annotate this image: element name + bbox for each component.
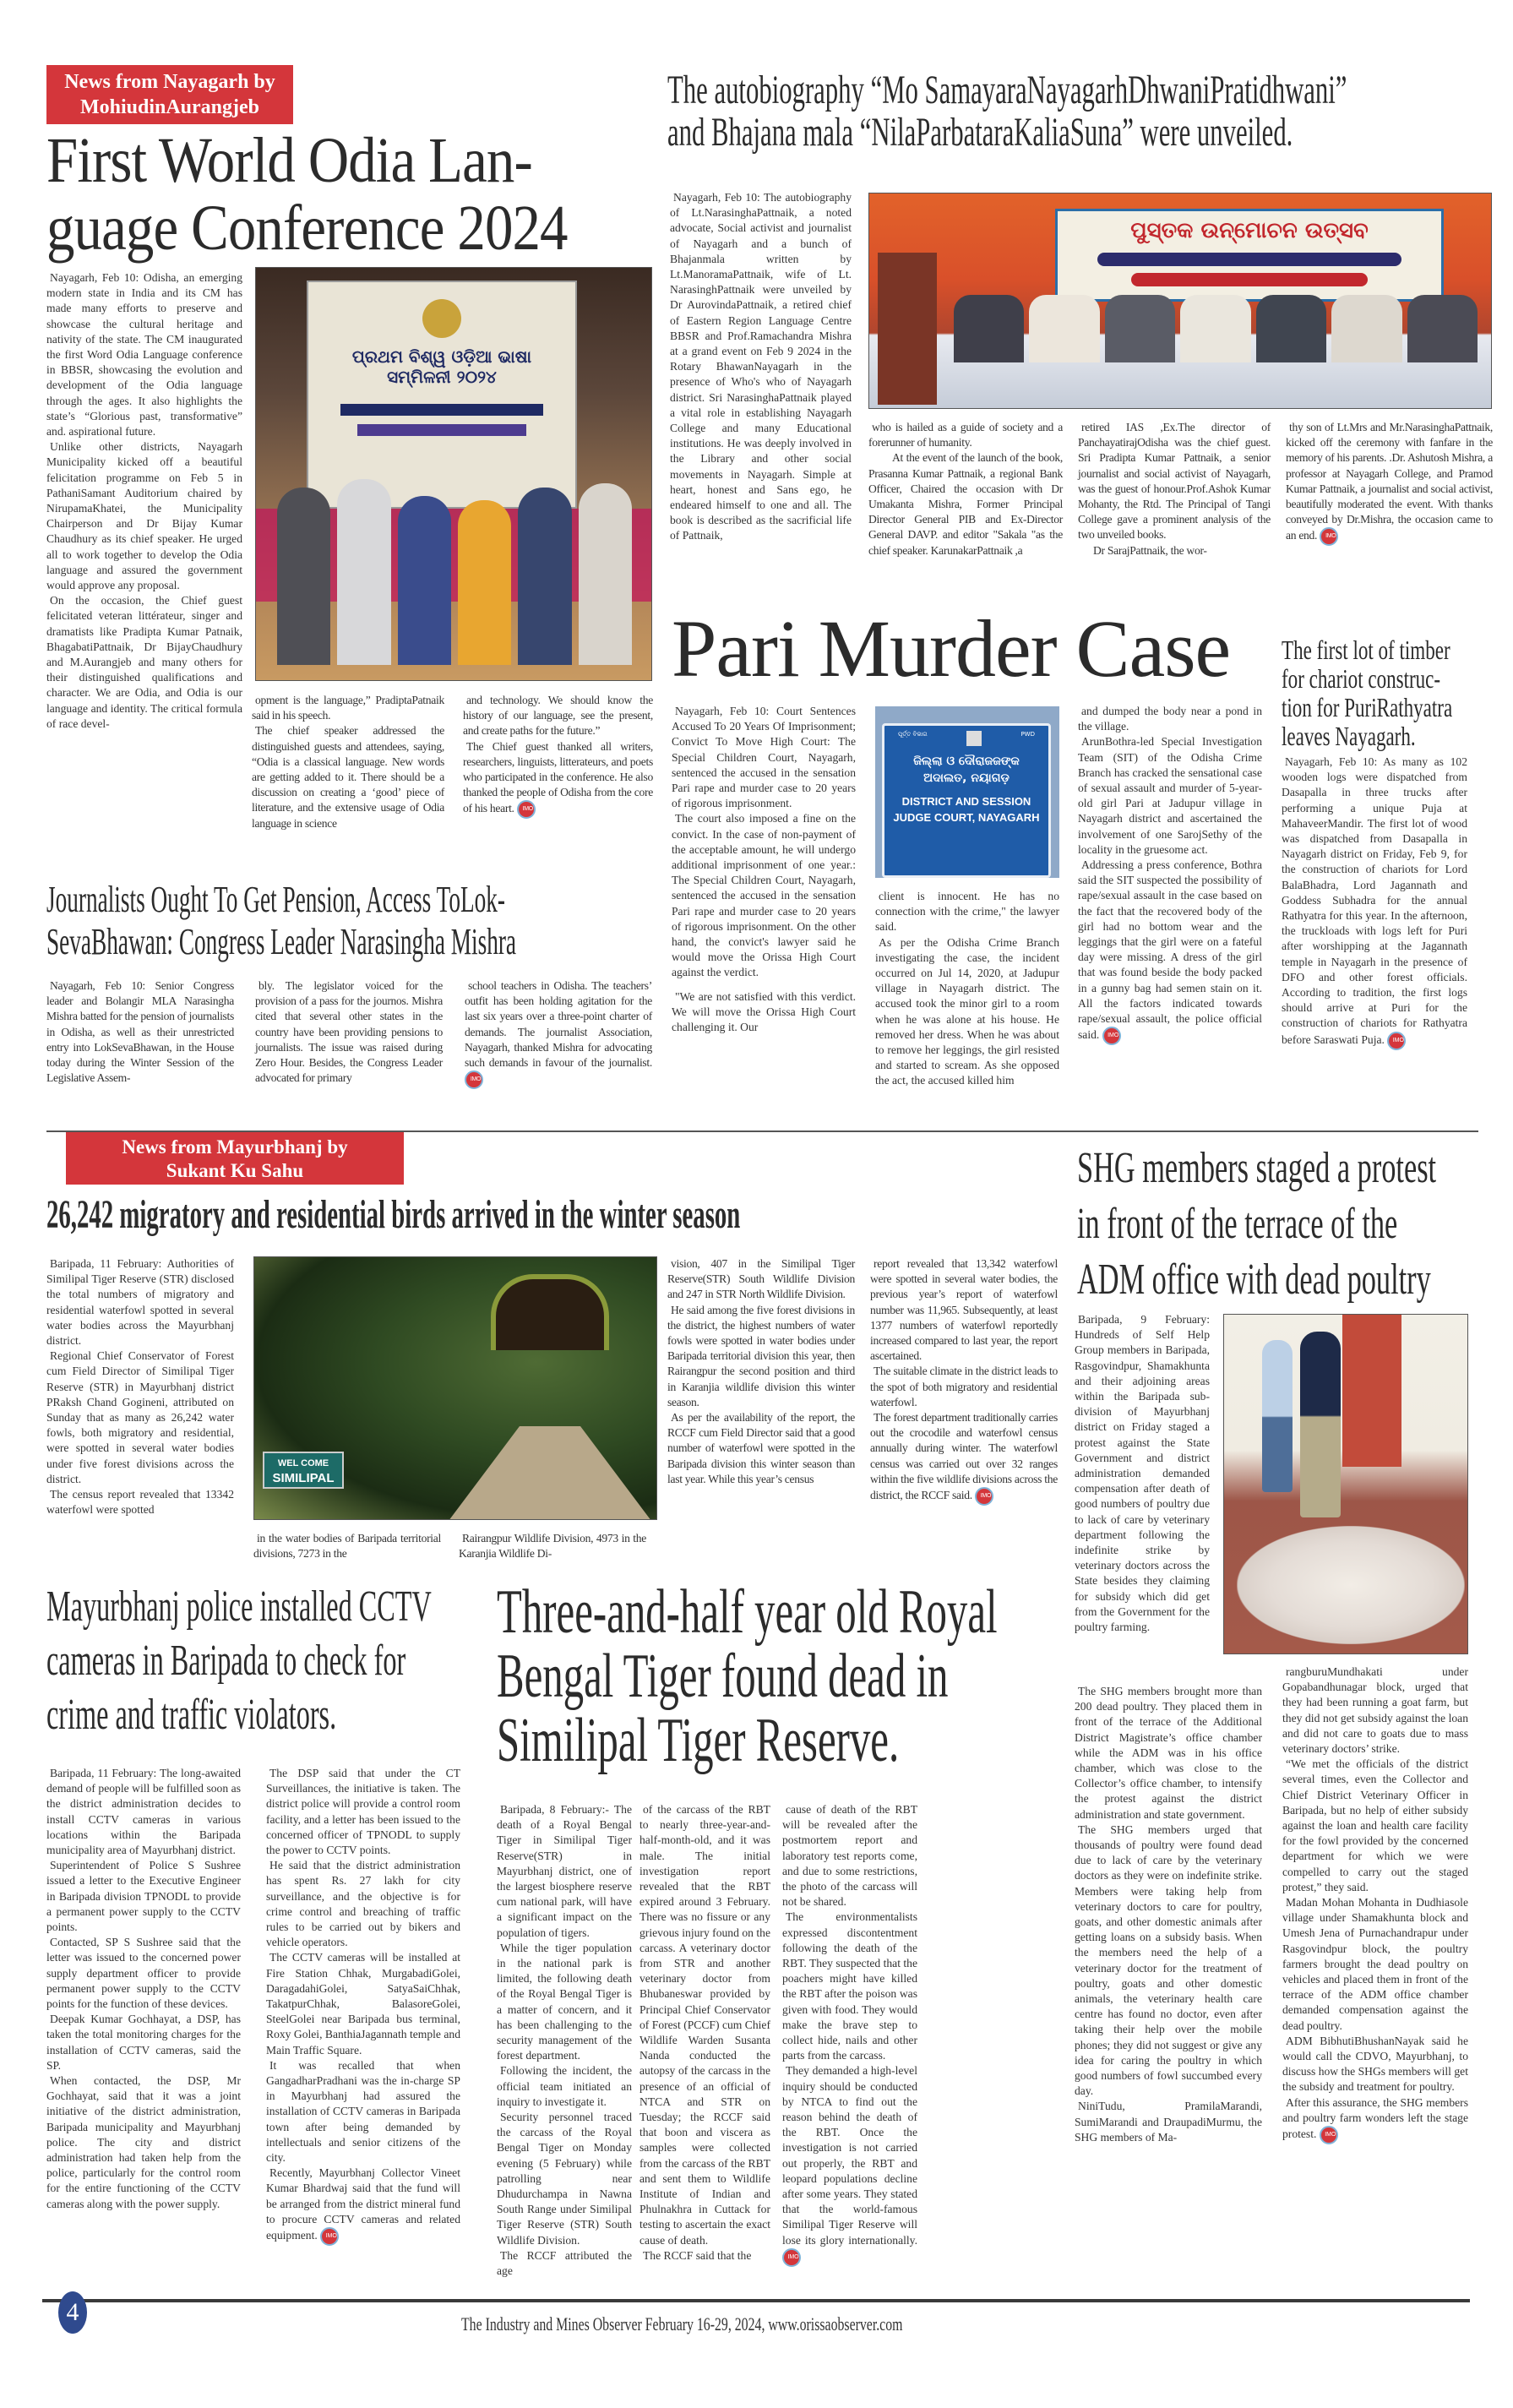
imo-badge-icon: IMO	[782, 2248, 801, 2267]
headline-line: The first lot of timber	[1282, 635, 1450, 665]
banner-line: Sukant Ku Sahu	[166, 1160, 304, 1181]
paragraph: The SHG members urged that thousands of poultry were found dead due to lack of care by the veterinary doctors as they were on indefinite strike. Members were taking help from veterinary doctors to care for poultry, goats, and other domestic animals after getting loans on a subsidy basis. When the members need the help of a veterinary doctor for the treatment of poultry, goats and other domestic animals, the veterinary health care centre has found no doctor, even after taking their help over the mobile phones; they did not suggest or give any idea for caring the poultry in which good numbers of fowl succumbed every day.	[1075, 1822, 1262, 2098]
paragraph: It was recalled that when GangadharPradhani was the in-charge SP in Mayurbhanj had assured the installation of CCTV cameras in Baripada town after being demanded by intellectuals and senior citizens of the city.	[266, 2058, 460, 2165]
seated-guests	[954, 295, 1478, 362]
logo-icon	[422, 299, 461, 338]
paragraph: At the event of the launch of the book, Prasanna Kumar Pattnaik, a regional Bank Officer, Chaired the occasion with Dr Umakanta Mishra, Former Principal Director General PIB and Ex-Director General DAVP. and editor "Sakala "as the chief speaker. KarunakarPattnaik ,a	[868, 451, 1063, 557]
paragraph: Contacted, SP S Sushree said that the letter was issued to the concerned power supply department officer to provide permanent power supply to the CCTV points for the function of these devices.	[46, 1936, 241, 2011]
article-column	[870, 1256, 1058, 1506]
article-column	[670, 190, 852, 544]
article-column	[639, 1802, 770, 2264]
headline-line: crime and traffic violators.	[46, 1691, 337, 1739]
paragraph: client is innocent. He has no connection with the crime," the lawyer said.	[875, 890, 1059, 934]
headline-line: Journalists Ought To Get Pension, Access ToLok-	[46, 879, 506, 920]
imo-badge-icon: IMO	[1387, 1032, 1406, 1050]
paragraph: "We are not satisfied with this verdict. We will move the Orissa High Court challenging it. Our	[672, 989, 856, 1034]
paragraph: Dr SarajPattnaik, the wor-	[1093, 543, 1207, 557]
paragraph: When contacted, the DSP, Mr Gochhayat, said that it was a joint initiative of the district administration, Baripada municipality and Mayurbhanj police. The city and district administration had taken help from the police, particularly for the control room for the entire functioning of the CCTV cameras along with the power supply.	[46, 2074, 241, 2210]
paragraph: Nayagarh, Feb 10: The autobiography of Lt.NarasinghaPattnaik, a noted advocate, Social activist and journalist of Nayagarh and a bunch of Bhajanmala written by Lt.ManoramaPattnaik, wife of Lt. NarasinghPattnaik were unveiled by Dr AurovindaPattnaik, a retired chief of Eastern Region Language Centre BBSR and Prof.Ramachandra Mishra at a grand event on Feb 9 2024 in the Rotary BhawanNayagarh in the presence of Who's who of Nayagarh district. Sri NarasinghaPattnaik played a vital role in establishing Nayagarh College and many Educational institutions. He was deeply involved in the Library and other social movements in Nayagarh. Simple at heart, honest and Sans ego, he endeared himself to one and all. The book is described as the sacrificial life of Pattnaik,	[670, 191, 852, 542]
article-column	[1075, 1312, 1210, 1635]
footer-text: The Industry and Mines Observer February 16-29, 2024, www.orissaobserver.com	[461, 2313, 903, 2334]
paragraph: The RCCF said that the	[643, 2248, 752, 2262]
photo-dead-poultry	[1223, 1314, 1468, 1654]
section-banner-nayagarh	[46, 65, 293, 124]
article-column	[46, 1256, 234, 1517]
photo-odia-conference	[255, 267, 652, 681]
imo-badge-icon: IMO	[975, 1487, 993, 1506]
person-standing	[1262, 1340, 1293, 1492]
paragraph: He said among the five forest divisions in the district, the highest numbers of water fowls were spotted in water bodies under Baripada territorial division this year, then Rairangpur the second position and third in Karanjia wildlife division this winter season.	[667, 1303, 855, 1408]
paragraph: of the carcass of the RBT to nearly three-year-and-half-month-old, and it was male. The initial investigation report revealed that the RBT expired around 3 February. There was no fissure or any grievous injury found on the carcass. A veterinary doctor from STR and another veterinary doctor from Bhubaneswar provided by Principal Chief Conservator of Forest (PCCF) cum Chief Wildlife Warden Susanta Nanda conducted the autopsy of the carcass in the presence of an official of NTCA and STR on Tuesday; the RCCF said that boon and viscera as samples were collected from the carcass of the RBT and sent them to Wildlife Institute of Indian and Phulnakhra in Cuttack for testing to ascertain the exact cause of death.	[639, 1803, 770, 2247]
paragraph: vision, 407 in the Similipal Tiger Reserve(STR) South Wildlife Division and 247 in STR North Wildlife Division.	[667, 1257, 855, 1301]
headline-line: Bengal Tiger found dead in	[497, 1642, 949, 1711]
page-number-badge	[58, 2291, 87, 2334]
paragraph: and technology. We should know the history of our language, see the present, and create paths for the future.”	[463, 694, 653, 738]
article-column	[782, 1802, 917, 2267]
headline-line: for chariot construc-	[1282, 663, 1441, 694]
welcome-sign	[263, 1452, 344, 1489]
article-column	[46, 270, 242, 732]
imo-badge-icon: IMO	[517, 800, 536, 819]
section-banner-mayurbhanj	[66, 1132, 404, 1185]
headline-journalists	[46, 879, 516, 963]
paragraph: Baripada, 11 February: The long-awaited demand of people will be fulfilled soon as the district administration decides to install CCTV cameras in various locations within the Baripada municipality area of Mayurbhanj district.	[46, 1767, 241, 1857]
imo-badge-icon: IMO	[1102, 1027, 1121, 1045]
article-column	[1282, 1664, 1468, 2144]
paragraph: Addressing a press conference, Bothra said the SIT suspected the possibility of rape/sexual assault in the case based on the fact that the recovered body of the girl had no bottom wear and the leggings that the girl were on a fateful day were missing. A dress of the girl that was found beside the body packed in a gunny bag had semen stain on it. All the factors indicated towards rape/sexual assault, the police official said.	[1078, 858, 1262, 1042]
headline-line: and Bhajana mala “NilaParbataraKaliaSuna” were unveiled.	[667, 110, 1293, 155]
paragraph: ADM BibhutiBhushanNayak said he would call the CDVO, Mayurbhanj, to discuss how the SHGs members will get the subsidy and treatment for poultry.	[1282, 2034, 1468, 2094]
conference-banner	[307, 281, 577, 509]
paragraph: Security personnel traced the carcass of the Royal Bengal Tiger on Monday evening (5 February) while patrolling near Dhudurchampa in Nawna South Range under Similipal Tiger Reserve (STR) South Wildlife Division.	[497, 2111, 632, 2247]
paragraph: report revealed that 13,342 waterfowl were spotted in several water bodies, the previous year’s report of waterfowl number was 11,965. Subsequently, at least 1377 numbers of waterfowl reportedly increased compared to last year, the report ascertained.	[870, 1257, 1058, 1363]
headline-birds: 26,242 migratory and residential birds arrived in the winter season	[46, 1192, 741, 1237]
paragraph: As per the availability of the report, the RCCF cum Field Director said that a good number of waterfowl were spotted in the Baripada division this winter season than last year. While this year’s census	[667, 1411, 855, 1485]
sign-text: ଅଦାଲତ, ନୟାଗଡ଼	[923, 771, 1010, 785]
path	[449, 1426, 651, 1520]
paragraph: bly. The legislator voiced for the provision of a pass for the journos. Mishra cited that several other states in the country have been providing pensions to journalists. The issue was raised during Zero Hour. Besides, the Congress Leader advocated for primary	[255, 979, 443, 1085]
paragraph: thy son of Lt.Mrs and Mr.NarasinghaPattnaik, kicked off the ceremony with fanfare in the memory of his parents. .Dr. Ashutosh Mishra, a professor at Nayagarh College, and Pramod Kumar Pattnaik, a journalist and social activist, beautifully moderated the event. With thanks conveyed by Dr.Mishra, the occasion came to an end.	[1286, 421, 1493, 542]
paragraph: ArunBothra-led Special Investigation Team (SIT) of the Odisha Crime Branch has cracked the sensational case of sexual assault and murder of 5-year-old girl Pari at Jadupur village in Nayagarh district and ascertained the involvement of one SarojSethy of the locality in the gruesome act.	[1078, 735, 1262, 856]
paragraph: The forest department traditionally carries out the crocodile and waterfowl census annually during winter. The waterfowl census was carried out over 32 ranges within the five wildlife divisions across the district, the RCCF said.	[870, 1411, 1058, 1502]
paragraph: Rairangpur Wildlife Division, 4973 in the Karanjia Wildlife Di-	[459, 1532, 646, 1561]
paragraph: On the occasion, the Chief guest felicitated veteran littérateur, singer and dramatists like Pradipta Kumar Patnaik, BhagabatiPattnaik, Dr BijayChaudhury and M.Aurangjeb and many others for their distinguished qualifications and character. We are Odia, and Odia is our language and identity. The critical formula of race devel-	[46, 594, 242, 730]
sign-text: ଜିଲ୍ଲା ଓ ଦୌରାଜଜଙ୍କ	[913, 755, 1020, 768]
headline-line: in front of the terrace of the	[1077, 1200, 1398, 1248]
paragraph: and dumped the body near a pond in the village.	[1078, 705, 1262, 733]
headline-shg	[1077, 1141, 1436, 1308]
paragraph: cause of death of the RBT will be revealed after the postmortem report and laboratory test reports come, and due to some restrictions, the photo of the carcass will not be shared.	[782, 1803, 917, 1909]
headline-line: SevaBhawan: Congress Leader Narasingha Mishra	[46, 921, 517, 962]
photo-court-sign	[875, 706, 1059, 878]
article-column	[253, 1531, 441, 1561]
paragraph: After this assurance, the SHG members and poultry farm wonders left the stage protest.	[1282, 2095, 1468, 2141]
paragraph: school teachers in Odisha. The teachers’ outfit has been holding agitation for the last six years over a three-point charter of demands. The journalist Association, Nayagarh, thanked Mishra for advocating such demands in favour of the journalist.	[465, 979, 652, 1070]
banner-line: News from Nayagarh by	[64, 71, 275, 93]
footer-rule	[42, 2299, 1470, 2302]
gate-arch	[491, 1274, 609, 1350]
headline-line: SHG members staged a protest	[1077, 1144, 1437, 1192]
paragraph: He said that the district administration has spent Rs. 27 lakh for city surveillance, and the objective is for crime control and breaching of traffic rules to be carried out by bikers and vehicle operators.	[266, 1859, 460, 1949]
article-column	[1078, 704, 1262, 1045]
paragraph: opment is the language,” PradiptaPatnaik said in his speech.	[252, 694, 444, 722]
paragraph: Following the incident, the official team initiated an inquiry to investigate it.	[497, 2064, 632, 2108]
paragraph: Deepak Kumar Gochhayat, a DSP, has taken the total monitoring charges for the installation of CCTV cameras, said the SP.	[46, 2013, 241, 2072]
photo-book-launch	[868, 193, 1492, 409]
paragraph: in the water bodies of Baripada territorial divisions, 7273 in the	[253, 1532, 441, 1561]
paragraph: Regional Chief Conservator of Forest cum Field Director of Similipal Tiger Reserve (STR) in Mayurbhanj district PRaksh Chand Gogineni, attributed on Sunday that as many as 26,242 water fowls, both migratory and residential, were spotted in several water bodies under five forest divisions across the district.	[46, 1349, 234, 1485]
article-column	[266, 1766, 460, 2246]
paragraph: Baripada, 11 February: Authorities of Similipal Tiger Reserve (STR) disclosed the total numbers of migratory and residential waterfowl spotted in several water bodies across the Mayurbhanj district.	[46, 1257, 234, 1348]
banner-line: MohiudinAurangjeb	[79, 96, 260, 118]
article-column	[252, 693, 444, 831]
headline-line: The autobiography “Mo SamayaraNayagarhDhwaniPratidhwani”	[667, 68, 1347, 112]
article-column	[463, 693, 653, 819]
paragraph: Superintendent of Police S Sushree issued a letter to the Executive Engineer in Baripada division TPNODL to provide a permanent power supply to the CCTV points.	[46, 1859, 241, 1934]
paragraph: Baripada, 8 February:- The death of a Royal Bengal Tiger in Similipal Tiger Reserve(STR) in Mayurbhanj district, one of the largest biosphere reserve cum national park, will have a significant impact on the population of tigers.	[497, 1803, 632, 1939]
page-number: 4	[66, 2298, 79, 2326]
headline-line: Three-and-half year old Royal	[497, 1577, 998, 1647]
headline-line: cameras in Baripada to check for	[46, 1637, 406, 1685]
banner-line: News from Mayurbhanj by	[122, 1136, 348, 1158]
paragraph: NiniTudu, PramilaMarandi, SumiMarandi and DraupadiMurmu, the SHG members of Ma-	[1075, 2100, 1262, 2144]
article-column	[1286, 420, 1493, 546]
paragraph: The SHG members brought more than 200 dead poultry. They placed them in front of the terrace of the Additional District Magistrate’s office chamber while the ADM was in his office chamber, which was close to the Collector’s office chamber, to intensify the protest against the district administration and state government.	[1075, 1685, 1262, 1821]
paragraph: The Chief guest thanked all writers, researchers, linguists, litterateurs, and poets who participated in the conference. He also thanked the people of Odisha from the core of his heart.	[463, 739, 653, 815]
paragraph: The DSP said that under the CT Surveillances, the initiative is taken. The district police will provide a control room facility, and a letter has been issued to the concerned officer of TPNODL to supply the power to CCTV points.	[266, 1767, 460, 1857]
sign-text: WEL COME	[277, 1458, 329, 1468]
article-column	[667, 1256, 855, 1487]
emblem-icon	[966, 731, 982, 746]
headline-cctv	[46, 1580, 432, 1742]
doorway	[1342, 1315, 1401, 1467]
imo-badge-icon: IMO	[1320, 2126, 1338, 2144]
paragraph: “We met the officials of the district several times, even the Collector and Chief District Veterinary Officer in Baripada, but no help of either subsidy against the loan and health care facility for the fowl provided by the concerned department for which we were compelled to carry out the staged protest,” they said.	[1282, 1757, 1468, 1893]
sign-text: PWD	[1020, 731, 1035, 738]
paragraph: rangburuMundhakati under Gopabandhunagar block, urged that they had been running a goat farm, but they did not get subsidy against the loan and did not care to goats due to mass veterinary doctors’ strike.	[1282, 1665, 1468, 1756]
sign-text: SIMILIPAL	[272, 1471, 335, 1485]
banner-text: ପ୍ରଥମ ବିଶ୍ୱ ଓଡ଼ିଆ ଭାଷା ସମ୍ମିଳନୀ ୨୦୨୪	[351, 346, 532, 387]
article-column	[1075, 1684, 1262, 2145]
paragraph: The RCCF attributed the age	[497, 2248, 632, 2278]
article-column	[497, 1802, 632, 2279]
people-group	[277, 479, 632, 665]
paragraph: Nayagarh, Feb 10: Senior Congress leader and Bolangir MLA Narasingha Mishra batted for the pension of journalists in Odisha, as well as their unrestricted entry into LokSevaBhawan, in the House today during the Winter Session of the Legislative Assem-	[46, 979, 234, 1085]
article-column	[1282, 755, 1467, 1050]
photo-similipal-gate	[253, 1256, 657, 1520]
headline-timber	[1282, 635, 1452, 750]
paragraph: who is hailed as a guide of society and a forerunner of humanity.	[868, 421, 1063, 449]
sign-text: DISTRICT AND SESSION	[901, 795, 1031, 808]
paragraph: Unlike other districts, Nayagarh Municipality kicked off a beautiful felicitation programme on Feb 5 in PathaniSamant Auditorium chaired by NirupamaKhatei, the Municipality Chairperson and Dr Bijay Kumar Chaudhury as its chief speaker. He urged all to work together to develop the Odia language and assured the government would approve any proposal.	[46, 440, 242, 592]
headline-line: guage Conference 2024	[46, 193, 568, 264]
article-column	[459, 1531, 646, 1561]
headline-line: First World Odia Lan-	[46, 125, 532, 196]
person-standing	[1300, 1332, 1341, 1517]
paragraph: The census report revealed that 13342 waterfowl were spotted	[46, 1488, 234, 1517]
sign-text: ପୂର୍ତ୍ତ ବିଭାଗ	[898, 731, 928, 738]
article-column	[875, 889, 1059, 1089]
headline-line: leaves Nayagarh.	[1282, 721, 1416, 751]
paragraph: The chief speaker addressed the distinguished guests and attendees, saying, “Odia is a classical language. New words are getting added to it. There should be a discussion on creating a ‘good’ piece of literature, and the extensive usage of Odia language in science	[252, 724, 444, 830]
paragraph: Madan Mohan Mohanta in Dudhiasole village under Shamakhunta block and Umesh Jena of Purnachandrapur under Rasgovindpur block, the poultry farmers brought the dead poultry on vehicles and placed them in front of the terrace of the ADM office chamber demanded compensation against the dead poultry.	[1282, 1896, 1468, 2032]
paragraph: The court also imposed a fine on the convict. In the case of non-payment of the acceptable amount, he will undergo additional imprisonment of one year.: The Special Children Court, Nayagarh, sentenced the accused in the sensation Pari rape and murder case to 20 years of rigorous imprisonment. On the other hand, the convict's lawyer said he would move the Orissa High Court against the verdict.	[672, 812, 856, 979]
paragraph: The environmentalists expressed discontentment following the death of the RBT. They suspected that the poachers might have killed the RBT after the poison was given with food. They would make the brave step to collect hide, nails and other parts from the carcass.	[782, 1910, 917, 2062]
paragraph: Recently, Mayurbhanj Collector Vineet Kumar Bhardwaj said that the fund will be arranged from the district mineral fund to procure CCTV cameras and related equipment.	[266, 2166, 460, 2242]
banner-text: ପୁସ୍ତକ ଉନ୍ମୋଚନ ଉତ୍ସବ	[1130, 218, 1369, 243]
headline-line: Mayurbhanj police installed CCTV	[46, 1583, 432, 1631]
sign-text: JUDGE COURT, NAYAGARH	[893, 811, 1040, 824]
article-column	[672, 704, 856, 1035]
imo-badge-icon: IMO	[320, 2227, 339, 2246]
imo-badge-icon: IMO	[465, 1071, 483, 1089]
sign-board	[882, 723, 1051, 878]
headline-line: ADM office with dead poultry	[1077, 1256, 1431, 1304]
article-column	[868, 420, 1063, 558]
paragraph: Nayagarh, Feb 10: Odisha, an emerging modern state in India and its CM has made many efforts to preserve and showcase the cultural heritage and nativity of the state. The CM inaugurated the first Word Odia Language conference in BBSR, showcasing the evolution and development of the Odia language through the ages. It also highlights the state’s “Glorious past, transformative” and. aspirational future.	[46, 271, 242, 439]
article-column	[1078, 420, 1271, 558]
headline-line: Similipal Tiger Reserve.	[497, 1706, 900, 1775]
paragraph: As per the Odisha Crime Branch investigating the case, the incident occurred on Jul 14, 2020, at Jadupur village in Nayagarh district. The accused took the minor girl to a room when he was alone at his house. He removed her dress. When he was about to remove her leggings, the girl resisted and started to scream. As she opposed the act, the accused killed him	[875, 935, 1059, 1087]
paragraph: They demanded a high-level inquiry should be conducted by NTCA to find out the reason behind the death of the RBT. Once the investigation is not carried out properly, the RBT and leopard populations decline after some years. They stated that the world-famous Similipal Tiger Reserve will lose its glory internationally.	[782, 2064, 917, 2247]
article-column	[46, 978, 234, 1086]
article-column	[255, 978, 443, 1086]
paragraph: Nayagarh, Feb 10: Court Sentences Accused To 20 Years Of Imprisonment; Convict To Move High Court: The Special Children Court, Nayagarh, sentenced the accused in the sensation Pari rape and murder case to 20 years of rigorous imprisonment.	[672, 705, 856, 810]
headline-tiger	[497, 1577, 998, 1775]
headline-autobiography	[667, 69, 1347, 154]
paragraph: While the tiger population in the national park is limited, the following death of the Royal Bengal Tiger is a matter of concern, and it has been challenging to the security management of the forest department.	[497, 1941, 632, 2062]
paragraph: The suitable climate in the district leads to the spot of both migratory and residential waterfowl.	[870, 1365, 1058, 1408]
podium	[878, 253, 937, 405]
paragraph: The CCTV cameras will be installed at Fire Station Chhak, MurgabadiGolei, DaragadahiGolei, SatyaSaiChhak, TakatpurChhak, BalasoreGolei, SteelGolei near Baripada bus terminal, Roxy Golei, BanthiaJagannath temple and Main Traffic Square.	[266, 1951, 460, 2057]
article-column	[46, 1766, 241, 2212]
headline-line: tion for PuriRathyatra	[1282, 692, 1453, 722]
headline-odia-conference	[46, 127, 568, 262]
event-banner	[1055, 209, 1444, 302]
headline-pari-murder: Pari Murder Case	[672, 603, 1231, 694]
poultry-pile	[1237, 1526, 1465, 1644]
imo-badge-icon: IMO	[1320, 527, 1338, 546]
paragraph: Baripada, 9 February: Hundreds of Self Help Group members in Baripada, Rasgovindpur, Shamakhunta and their adjoining areas within the Baripada sub-division of Mayurbhanj district on Friday staged a protest against the State Government and district administration demanded compensation after death of good numbers of poultry due to lack of care by veterinary department following the indefinite strike by veterinary doctors across the State besides they claiming for subsidy which did get from the Government for the poultry farming.	[1075, 1313, 1210, 1634]
article-column	[465, 978, 652, 1089]
paragraph: Nayagarh, Feb 10: As many as 102 wooden logs were dispatched from Dasapalla in three trucks after performing a unique Puja at MahaveerMandir. The first lot of wood was dispatched from Dasapalla in Nayagarh district on Friday, Feb 9, for the construction of chariots for Lord BalaBhadra, Lord Jagannath and Goddess Subhadra for the annual Rathyatra for this year. In the afternoon, the truckloads with logs left for Puri after worshipping at the Jagannath temple in Nayagarh in the presence of DFO and other forest officials. According to tradition, the first logs should arrive at Puri for the construction of chariots for Rathyatra before Saraswati Puja.	[1282, 755, 1467, 1046]
paragraph: retired IAS ,Ex.The director of PanchayatirajOdisha was the chief guest. Sri Pradipta Kumar Pattnaik, a senior journalist and social activist of Nayagarh, was the guest of honour.Prof.Ashok Kumar Mohanty, the Rtd. The Principal of Tangi College gave a prominent analysis of the two unveiled books.	[1078, 421, 1271, 542]
